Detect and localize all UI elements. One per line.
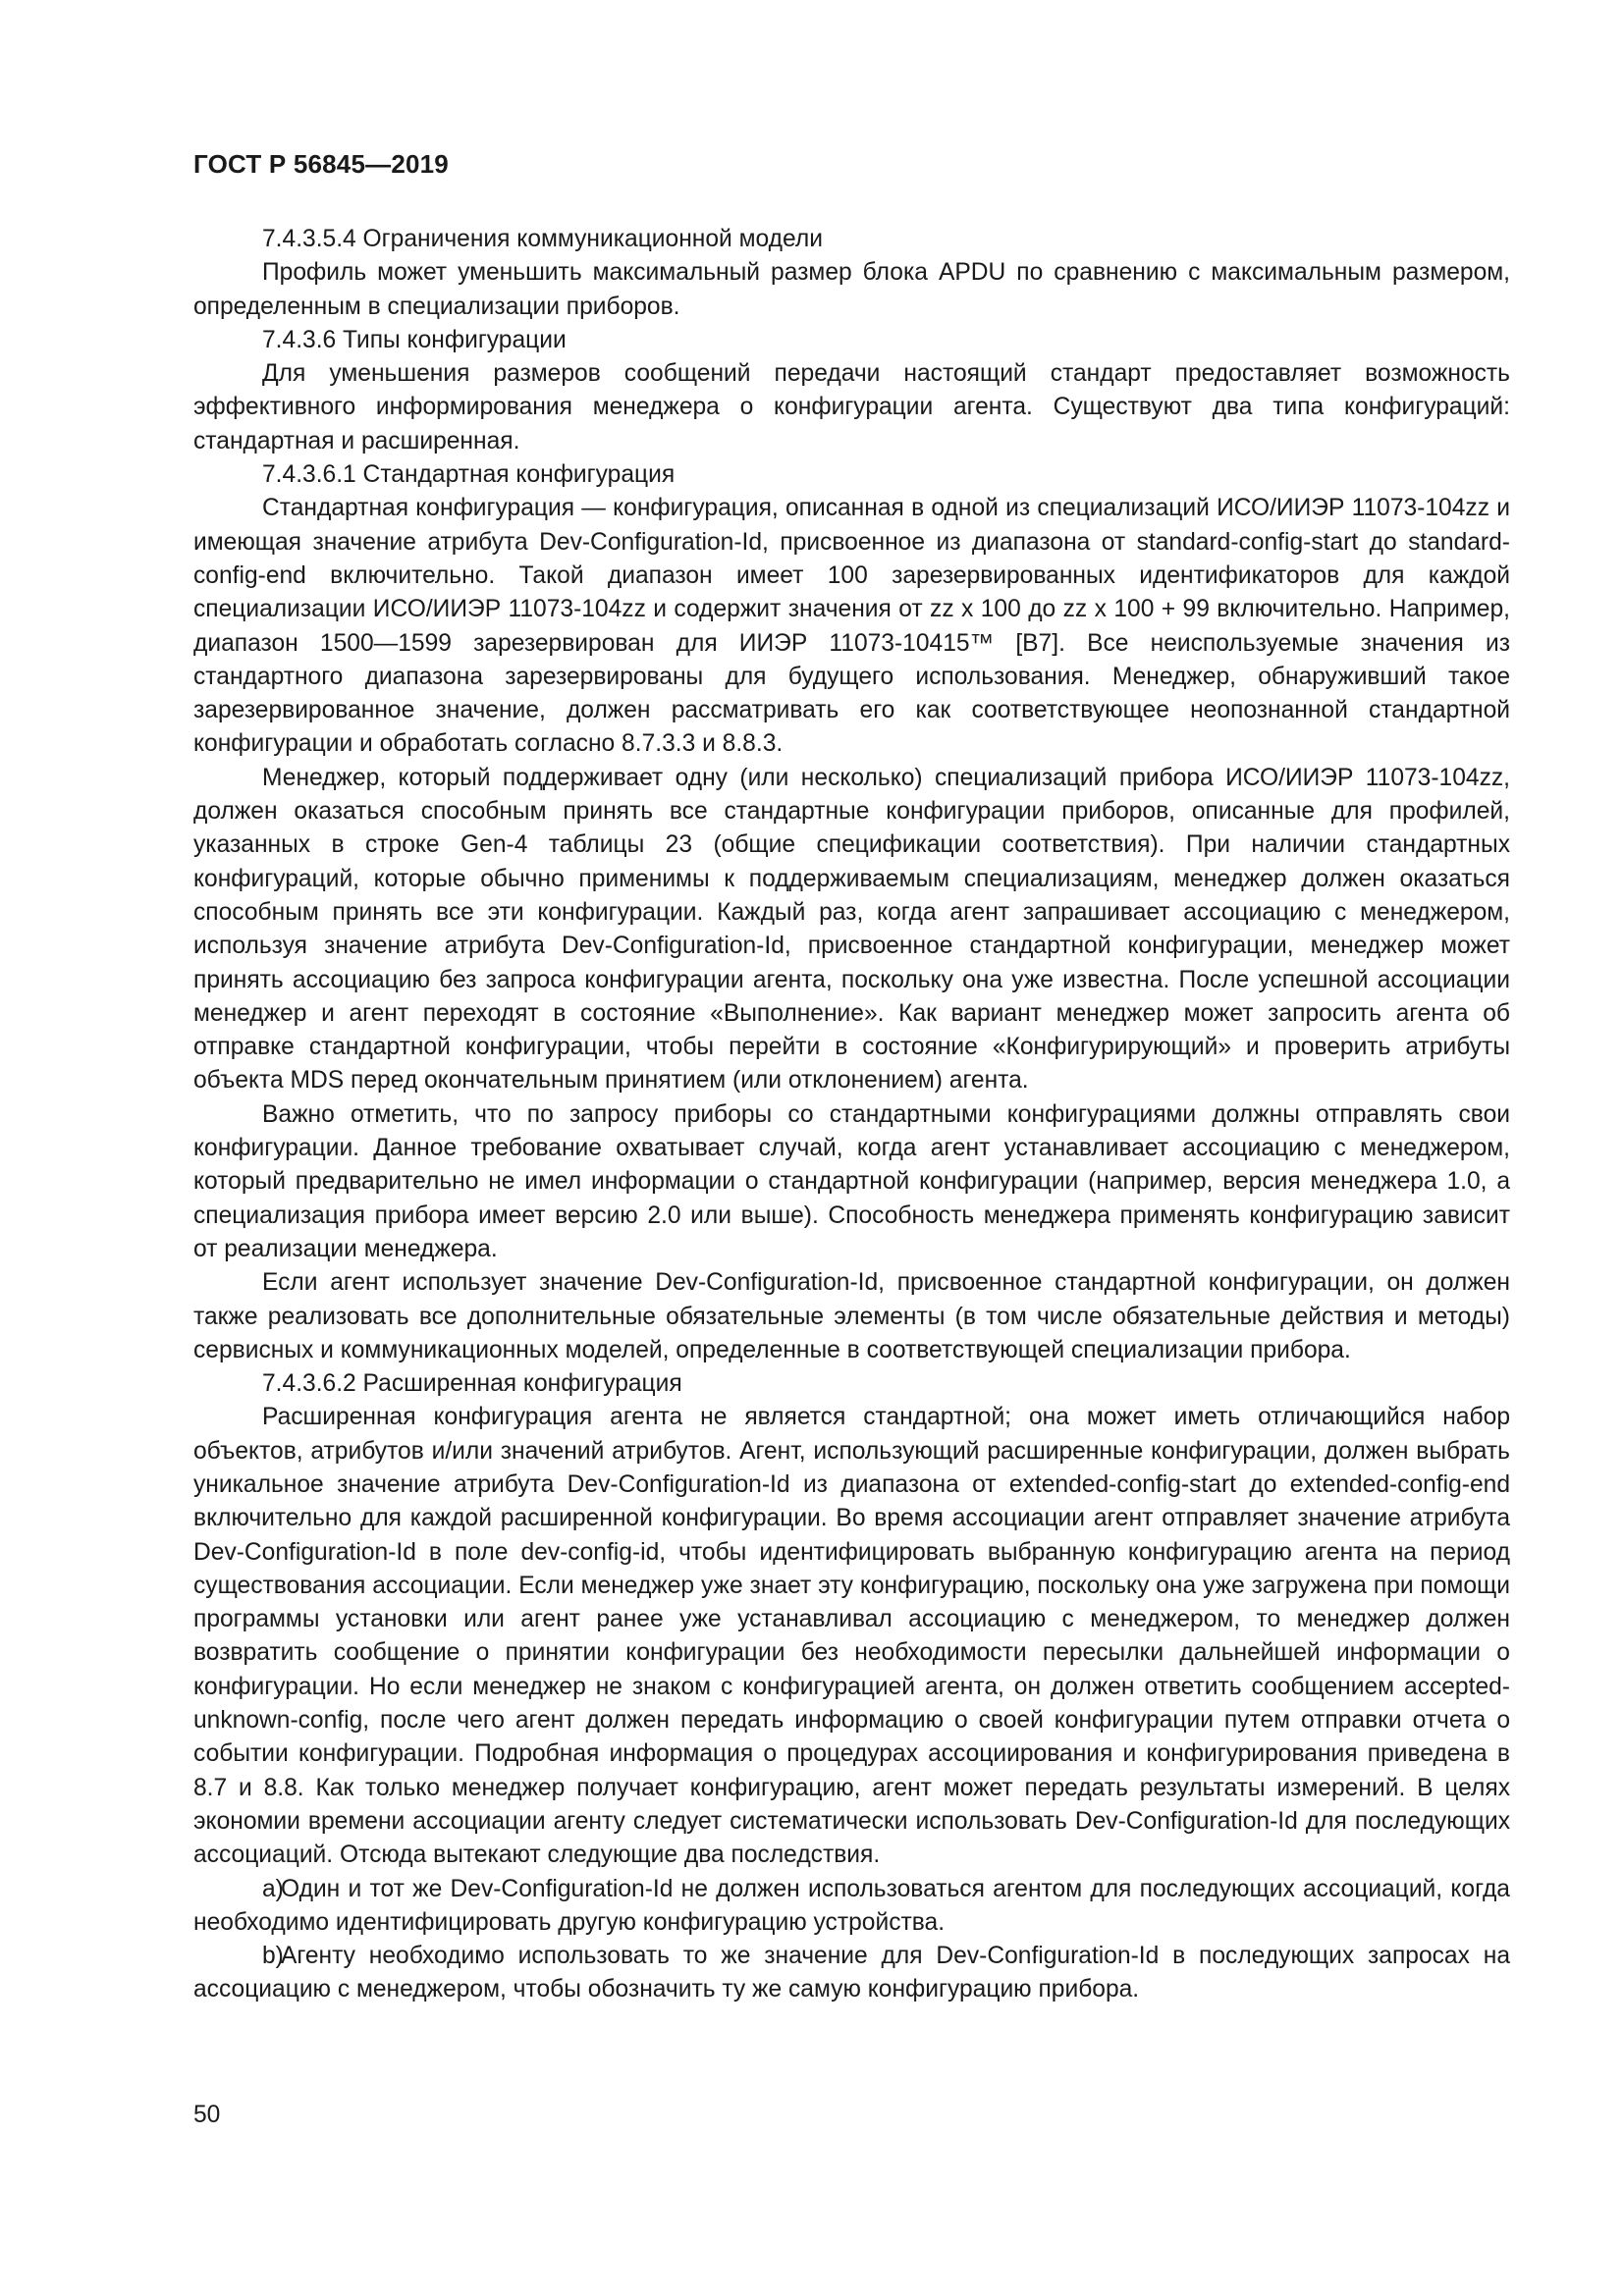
list-item [193, 1873, 1510, 1941]
list-item [193, 1940, 1510, 2007]
section-heading-7-4-3-6: 7.4.3.6 Типы конфигурации [262, 326, 567, 353]
page-number: 50 [193, 2102, 221, 2128]
section-heading-7-4-3-6-1: 7.4.3.6.1 Стандартная конфигурация [262, 461, 676, 489]
body-paragraph: Для уменьшения размеров сообщений передачи настоящий стандарт предоставляет возможность эффективного информирования менеджера о конфигурации агента. Существуют два типа конфигураций: стандартная и расширенная. [193, 360, 1510, 454]
document-standard-id: ГОСТ Р 56845—2019 [193, 149, 449, 179]
body-paragraph: Если агент использует значение Dev-Configuration-Id, присвоенное стандартной конфигурации, он должен также реализовать все дополнительные обязательные элементы (в том числе обязательные действия и методы) сервисных и коммуникационных моделей, определенные в соответствующей специализации прибора. [193, 1269, 1510, 1363]
section-heading-7-4-3-6-2: 7.4.3.6.2 Расширенная конфигурация [262, 1370, 682, 1398]
body-paragraph: Важно отметить, что по запросу приборы со стандартными конфигурациями должны отправлять свои конфигурации. Данное требование охватывает случай, когда агент устанавливает ассоциацию с менеджером, который предварительно не имел информации о стандартной конфигурации (например, версия менеджера 1.0, а специализация прибора имеет версию 2.0 или выше). Способность менеджера применять конфигурацию зависит от реализации менеджера. [193, 1100, 1510, 1262]
list-item-text: Один и тот же Dev-Configuration-Id не должен использоваться агентом для последующих ассоциаций, когда необходимо идентифицировать другую конфигурацию устройства. [193, 1875, 1510, 1936]
body-paragraph: Профиль может уменьшить максимальный размер блока APDU по сравнению с максимальным размером, определенным в специализации приборов. [193, 259, 1510, 320]
document-body [193, 223, 1510, 2007]
list-item-text: Агенту необходимо использовать то же значение для Dev-Configuration-Id в последующих запросах на ассоциацию с менеджером, чтобы обозначить ту же самую конфигурацию прибора. [193, 1943, 1510, 2003]
body-paragraph: Расширенная конфигурация агента не является стандартной; она может иметь отличающийся набор объектов, атрибутов и/или значений атрибутов. Агент, использующий расширенные конфигурации, должен выбрать уникальное значение атрибута Dev-Configuration-Id из диапазона от extended-config-start до extended-config-end включительно для каждой расширенной конфигурации. Во время ассоциации агент отправляет значение атрибута Dev-Configuration-Id в поле dev-config-id, чтобы идентифицировать выбранную конфигурацию агента на период существования ассоциации. Если менеджер уже знает эту конфигурацию, поскольку она уже загружена при помощи программы установки или агент ранее уже устанавливал ассоциацию с менеджером, то менеджер должен возвратить сообщение о принятии конфигурации без необходимости пересылки дальнейшей информации о конфигурации. Но если менеджер не знаком с конфигурацией агента, он должен ответить сообщением accepted-unknown-config, после чего агент должен передать информацию о своей конфигурации путем отправки отчета о событии конфигурации. Подробная информация о процедурах ассоциирования и конфигурирования приведена в 8.7 и 8.8. Как только менеджер получает конфигурацию, агент может передать результаты измерений. В целях экономии времени ассоциации агенту следует систематически использовать Dev-Configuration-Id для последующих ассоциаций. Отсюда вытекают следующие два последствия. [193, 1404, 1510, 1869]
body-paragraph: Менеджер, который поддерживает одну (или несколько) специализаций прибора ИСО/ИИЭР 11073-104zz, должен оказаться способным принять все стандартные конфигурации приборов, описанные для профилей, указанных в строке Gen-4 таблицы 23 (общие спецификации соответствия). При наличии стандартных конфигураций, которые обычно применимы к поддерживаемым специализациям, менеджер должен оказаться способным принять все эти конфигурации. Каждый раз, когда агент запрашивает ассоциацию с менеджером, используя значение атрибута Dev-Configuration-Id, присвоенное стандартной конфигурации, менеджер может принять ассоциацию без запроса конфигурации агента, поскольку она уже известна. После успешной ассоциации менеджер и агент переходят в состояние «Выполнение». Как вариант менеджер может запросить агента об отправке стандартной конфигурации, чтобы перейти в состояние «Конфигурирующий» и проверить атрибуты объекта MDS перед окончательным принятием (или отклонением) агента. [193, 764, 1510, 1095]
body-paragraph: Стандартная конфигурация — конфигурация, описанная в одной из специализаций ИСО/ИИЭР 11073-104zz и имеющая значение атрибута Dev-Configuration-Id, присвоенное из диапазона от standard-config-start до standard-config-end включительно. Такой диапазон имеет 100 зарезервированных идентификаторов для каждой специализации ИСО/ИИЭР 11073-104zz и содержит значения от zz x 100 до zz x 100 + 99 включительно. Например, диапазон 1500—1599 зарезервирован для ИИЭР 11073-10415™ [B7]. Все неиспользуемые значения из стандартного диапазона зарезервированы для будущего использования. Менеджер, обнаруживший такое зарезервированное значение, должен рассматривать его как соответствующее неопознанной стандартной конфигурации и обработать согласно 8.7.3.3 и 8.8.3. [193, 495, 1510, 758]
section-heading-7-4-3-5-4: 7.4.3.5.4 Ограничения коммуникационной модели [262, 226, 823, 252]
list-item-marker: b) [262, 1943, 284, 1970]
list-item-marker: a) [262, 1875, 284, 1902]
